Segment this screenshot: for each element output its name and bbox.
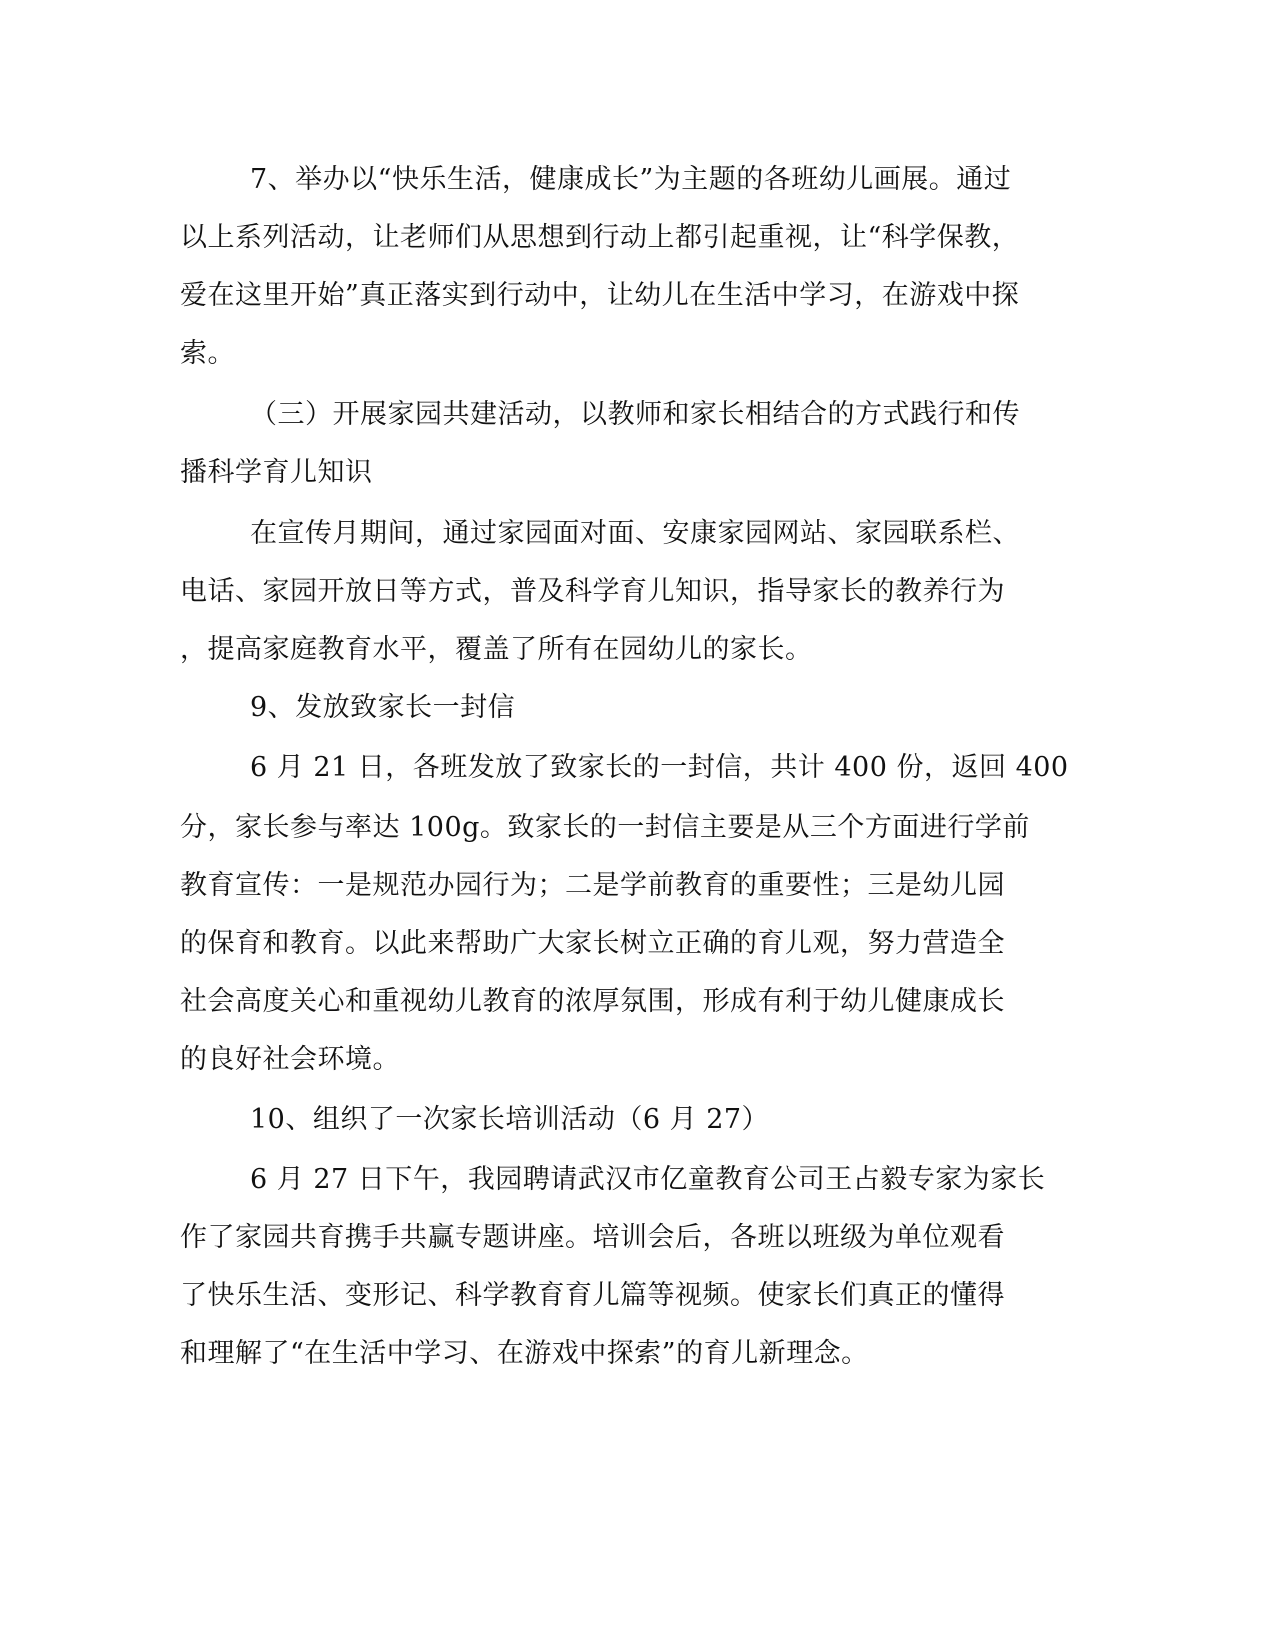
text-line: 的保育和教育。以此来帮助广大家长树立正确的育儿观，努力营造全 <box>180 928 1005 959</box>
text-line: 分，家长参与率达 100g。致家长的一封信主要是从三个方面进行学前 <box>180 812 1030 843</box>
text-line: 6 月 21 日，各班发放了致家长的一封信，共计 400 份，返回 400 <box>250 752 1069 783</box>
text-line: 教育宣传：一是规范办园行为；二是学前教育的重要性；三是幼儿园 <box>180 870 1005 901</box>
text-line: 6 月 27 日下午，我园聘请武汉市亿童教育公司王占毅专家为家长 <box>250 1164 1046 1195</box>
item-heading: 10、组织了一次家长培训活动（6 月 27） <box>250 1104 770 1135</box>
section-heading: 播科学育儿知识 <box>180 457 373 488</box>
text-line: 的良好社会环境。 <box>180 1044 400 1075</box>
text-line: 作了家园共育携手共赢专题讲座。培训会后，各班以班级为单位观看 <box>180 1222 1005 1253</box>
text-line: ，提高家庭教育水平，覆盖了所有在园幼儿的家长。 <box>180 634 813 665</box>
text-line: 7、举办以“快乐生活，健康成长”为主题的各班幼儿画展。通过 <box>250 164 1012 195</box>
text-line: 了快乐生活、变形记、科学教育育儿篇等视频。使家长们真正的懂得 <box>180 1280 1005 1311</box>
text-line: 以上系列活动，让老师们从思想到行动上都引起重视，让“科学保教， <box>180 222 1020 253</box>
text-line: 和理解了“在生活中学习、在游戏中探索”的育儿新理念。 <box>180 1338 869 1369</box>
text-line: 爱在这里开始”真正落实到行动中，让幼儿在生活中学习，在游戏中探 <box>180 280 1020 311</box>
item-heading: 9、发放致家长一封信 <box>250 692 516 723</box>
section-heading: （三）开展家园共建活动，以教师和家长相结合的方式践行和传 <box>250 399 1020 430</box>
text-line: 在宣传月期间，通过家园面对面、安康家园网站、家园联系栏、 <box>250 518 1020 549</box>
text-line: 社会高度关心和重视幼儿教育的浓厚氛围，形成有利于幼儿健康成长 <box>180 986 1005 1017</box>
text-line: 索。 <box>180 338 235 369</box>
text-line: 电话、家园开放日等方式，普及科学育儿知识，指导家长的教养行为 <box>180 576 1005 607</box>
